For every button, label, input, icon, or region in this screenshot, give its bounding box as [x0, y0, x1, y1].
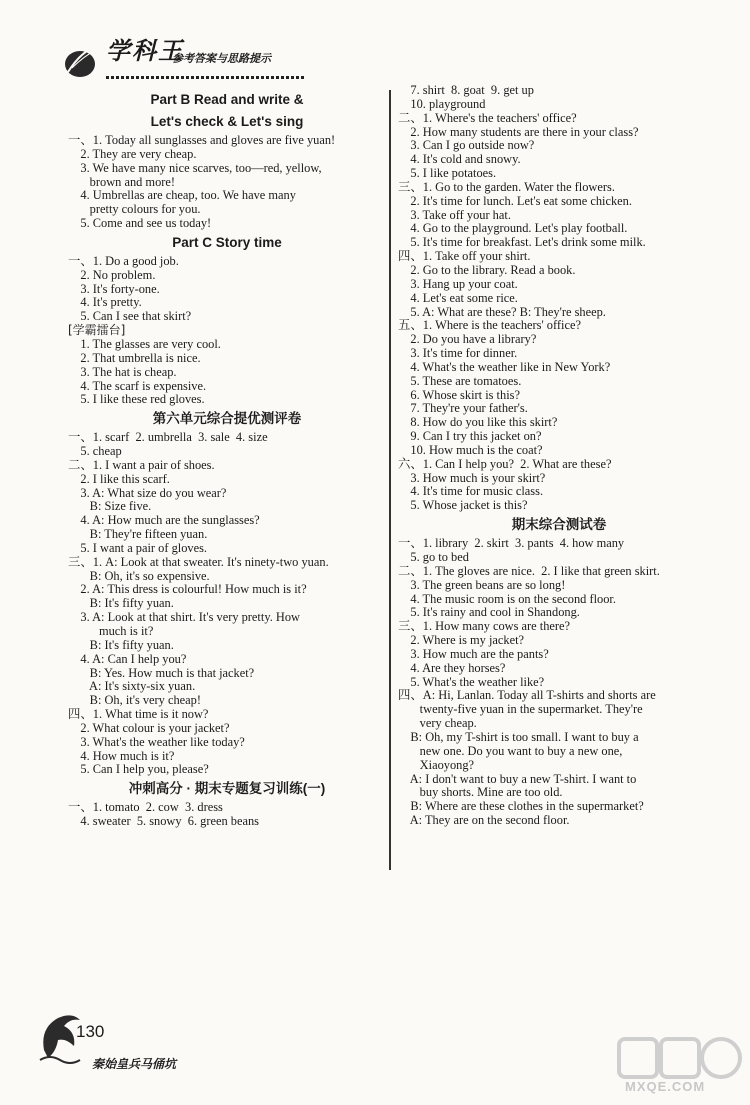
answer-line: 2. They are very cheap. [68, 146, 197, 161]
answer-line: 4. The music room is on the second floor. [398, 591, 616, 606]
answer-line: 5. go to bed [398, 550, 469, 564]
brand-title: 学科王 [106, 36, 184, 65]
answer-line: 10. playground [398, 96, 486, 111]
leaf-logo-icon [62, 42, 102, 82]
answer-line: 9. Can I try this jacket on? [398, 429, 542, 444]
answer-line: B: Oh, my T-shirt is too small. I want to buy a [398, 729, 639, 744]
answer-line: 4. Are they horses? [398, 660, 506, 675]
answer-line: 5. cheap [68, 444, 122, 459]
answer-line: 4. Let's eat some rice. [398, 290, 518, 305]
answer-line: 5. Whose jacket is this? [398, 498, 528, 513]
answer-line: 5. Can I help you, please? [68, 762, 209, 777]
section-heading: 冲刺高分 · 期末专题复习训练(一) [128, 781, 326, 797]
answer-line: B: They're fifteen yuan. [68, 527, 208, 542]
answer-line: 2. Go to the library. Read a book. [398, 262, 576, 277]
answer-line: 5. A: What are these? B: They're sheep. [398, 304, 606, 319]
answer-line: 一、1. Today all sunglasses and gloves are five yuan! [68, 133, 336, 147]
answer-line: 5. Can I see that skirt? [68, 309, 192, 324]
answer-line: 5. I like potatoes. [398, 166, 497, 181]
section-heading: 期末综合测试卷 [511, 517, 607, 533]
answer-line: 3. A: Look at that shirt. It's very pretty. How [68, 610, 300, 625]
answer-line: B: Size five. [68, 499, 152, 514]
answer-line: 2. Where is my jacket? [398, 633, 525, 648]
answer-line: 三、1. How many cows are there? [398, 619, 571, 634]
answer-line: 3. Can I go outside now? [398, 138, 535, 153]
section-heading: 第六单元综合提优测评卷 [152, 411, 302, 427]
answer-line: 一、1. Do a good job. [68, 253, 179, 268]
answer-line: 5. What's the weather like? [398, 674, 545, 689]
answer-line: 四、1. Take off your shirt. [398, 249, 531, 264]
answer-line: B: Oh, it's very cheap! [68, 693, 201, 708]
answer-line: B: Oh, it's so expensive. [68, 568, 210, 583]
answer-line: 2. No problem. [68, 267, 156, 282]
header-rule [106, 76, 306, 79]
answer-line: 5. These are tomatoes. [398, 373, 522, 388]
answer-line: 4. A: How much are the sunglasses? [68, 513, 260, 528]
answer-line: much is it? [68, 624, 154, 638]
answer-line: 六、1. Can I help you? 2. What are these? [398, 456, 612, 471]
answer-line: 6. Whose skirt is this? [398, 387, 520, 402]
answer-line: very cheap. [398, 716, 477, 731]
answer-line: 4. Go to the playground. Let's play football. [398, 221, 628, 236]
answer-line: 一、1. tomato 2. cow 3. dress [68, 800, 223, 815]
answer-line: 5. I like these red gloves. [68, 392, 205, 407]
answer-line: 三、1. A: Look at that sweater. It's ninety-two yuan. [68, 554, 329, 569]
watermark-text: MXQE.COM [625, 1079, 706, 1094]
answer-line: B: It's fifty yuan. [68, 637, 174, 652]
answer-line: 3. Hang up your coat. [398, 276, 518, 291]
answer-line: 5. I want a pair of gloves. [68, 540, 208, 555]
page-header [62, 36, 312, 86]
answer-line: 4. It's time for music class. [398, 484, 544, 499]
page-number: 130 [76, 1022, 105, 1041]
answer-line: 2. It's time for lunch. Let's eat some chicken. [398, 193, 632, 208]
answer-line: 1. The glasses are very cool. [68, 336, 221, 351]
answer-line: 4. It's cold and snowy. [398, 152, 521, 167]
answer-line: 3. What's the weather like today? [68, 734, 245, 749]
answer-line: 3. Take off your hat. [398, 207, 511, 222]
answer-line: B: It's fifty yuan. [68, 596, 174, 611]
answer-line: 8. How do you like this skirt? [398, 415, 558, 430]
answer-line: 一、1. scarf 2. umbrella 3. sale 4. size [68, 430, 268, 445]
section-tag: [学霸擂台] [68, 323, 126, 338]
answer-line: 4. How much is it? [68, 748, 175, 763]
answer-line: A: I don't want to buy a new T-shirt. I want to [398, 771, 637, 786]
answer-line: 4. sweater 5. snowy 6. green beans [68, 814, 259, 829]
answer-line: 3. The green beans are so long! [398, 577, 566, 592]
answer-line: 四、A: Hi, Lanlan. Today all T-shirts and shorts are [398, 688, 656, 703]
answer-line: 四、1. What time is it now? [68, 707, 209, 722]
answer-line: 3. It's forty-one. [68, 281, 160, 296]
answer-line: 3. We have many nice scarves, too—red, yellow, [68, 160, 322, 175]
answer-line: 二、1. I want a pair of shoes. [68, 457, 215, 472]
answer-line: 3. How much is your skirt? [398, 470, 546, 485]
answer-line: new one. Do you want to buy a new one, [398, 743, 623, 758]
answer-line: 三、1. Go to the garden. Water the flowers. [398, 179, 615, 194]
answer-line: 一、1. library 2. skirt 3. pants 4. how many [398, 536, 625, 551]
answer-line: 5. It's time for breakfast. Let's drink some milk. [398, 235, 646, 250]
answer-line: 5. Come and see us today! [68, 216, 212, 231]
answer-line: brown and more! [68, 174, 176, 189]
column-divider [389, 90, 391, 870]
answer-line: A: It's sixty-six yuan. [68, 679, 196, 694]
answer-line: twenty-five yuan in the supermarket. They're [398, 702, 643, 717]
right-column [398, 84, 720, 828]
answer-line: 3. A: What size do you wear? [68, 485, 227, 500]
answer-line: 2. How many students are there in your class? [398, 124, 639, 139]
answer-line: 2. I like this scarf. [68, 471, 170, 486]
answer-line: pretty colours for you. [68, 202, 201, 217]
answer-line: 10. How much is the coat? [398, 442, 543, 457]
answer-line: B: Yes. How much is that jacket? [68, 665, 255, 680]
answer-line: buy shorts. Mine are too old. [398, 785, 563, 800]
answer-line: 4. Umbrellas are cheap, too. We have many [68, 188, 296, 203]
footer-caption: 秦始皇兵马俑坑 [92, 1057, 177, 1071]
section-heading: Part C Story time [172, 234, 282, 250]
answer-line: 4. The scarf is expensive. [68, 378, 207, 393]
answer-line: 4. A: Can I help you? [68, 651, 187, 666]
answer-line: 2. That umbrella is nice. [68, 350, 201, 365]
answer-line: 3. It's time for dinner. [398, 346, 518, 361]
answer-line: 二、1. Where's the teachers' office? [398, 110, 577, 125]
answer-line: B: Where are these clothes in the supermarket? [398, 799, 644, 814]
answer-line: 7. shirt 8. goat 9. get up [398, 83, 534, 97]
answer-line: Xiaoyong? [398, 757, 475, 772]
answer-line: 5. It's rainy and cool in Shandong. [398, 605, 580, 620]
answer-line: 2. Do you have a library? [398, 332, 537, 347]
answer-line: 3. The hat is cheap. [68, 364, 177, 379]
section-heading: Let's check & Let's sing [150, 114, 304, 129]
answer-line: 4. What's the weather like in New York? [398, 359, 611, 374]
header-tagline: 参考答案与思路提示 [172, 52, 271, 65]
section-heading: Part B Read and write & [150, 92, 304, 107]
answer-line: 2. What colour is your jacket? [68, 720, 230, 735]
answer-line: 二、1. The gloves are nice. 2. I like that green skirt. [398, 563, 660, 578]
left-column [68, 88, 386, 829]
answer-line: A: They are on the second floor. [398, 813, 570, 828]
answer-line: 五、1. Where is the teachers' office? [398, 318, 581, 333]
answer-line: 3. How much are the pants? [398, 646, 549, 661]
answer-line: 2. A: This dress is colourful! How much is it? [68, 582, 307, 597]
answer-line: 7. They're your father's. [398, 401, 528, 416]
answer-line: 4. It's pretty. [68, 295, 142, 310]
